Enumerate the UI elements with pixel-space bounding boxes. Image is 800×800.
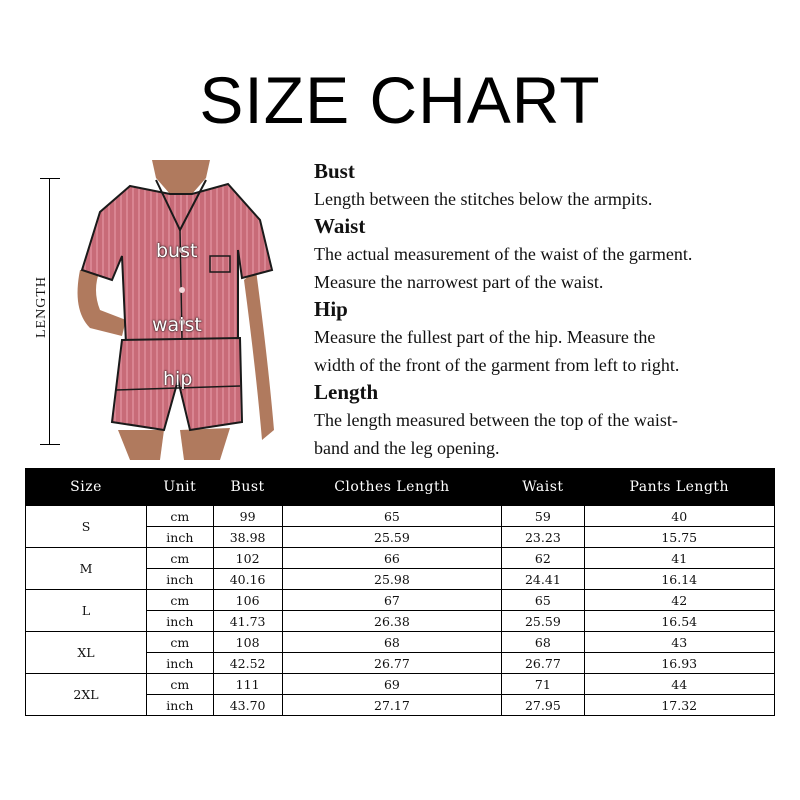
bust-cell: 108	[213, 632, 282, 653]
clothes-length-cell: 26.38	[282, 611, 502, 632]
pajama-model-illustration	[60, 160, 300, 460]
waist-cell: 23.23	[502, 527, 584, 548]
hip-description	[314, 296, 794, 379]
waist-label: waist	[152, 314, 202, 336]
waist-cell: 59	[502, 506, 584, 527]
unit-cell: inch	[147, 527, 214, 548]
bust-cell: 99	[213, 506, 282, 527]
clothes-length-cell: 67	[282, 590, 502, 611]
bust-cell: 102	[213, 548, 282, 569]
pants-length-cell: 17.32	[584, 695, 775, 716]
pants-length-cell: 15.75	[584, 527, 775, 548]
size-cell: L	[26, 590, 147, 632]
header-waist: Waist	[502, 469, 584, 506]
table-row	[26, 632, 775, 653]
pants-length-cell: 16.54	[584, 611, 775, 632]
bust-cell: 40.16	[213, 569, 282, 590]
bust-cell: 42.52	[213, 653, 282, 674]
clothes-length-cell: 26.77	[282, 653, 502, 674]
hip-description-line: width of the front of the garment from left to right.	[314, 355, 680, 375]
clothes-length-cell: 68	[282, 632, 502, 653]
size-table-body	[26, 506, 775, 716]
waist-cell: 62	[502, 548, 584, 569]
length-indicator-top-cap	[40, 178, 60, 179]
waist-cell: 27.95	[502, 695, 584, 716]
clothes-length-cell: 25.98	[282, 569, 502, 590]
waist-cell: 24.41	[502, 569, 584, 590]
table-row	[26, 548, 775, 569]
table-row	[26, 506, 775, 527]
bust-description	[314, 158, 794, 213]
waist-description-line: Measure the narrowest part of the waist.	[314, 272, 604, 292]
bust-cell: 43.70	[213, 695, 282, 716]
waist-description-line: The actual measurement of the waist of the garment.	[314, 244, 693, 264]
header-unit: Unit	[147, 469, 214, 506]
size-cell: M	[26, 548, 147, 590]
clothes-length-cell: 65	[282, 506, 502, 527]
bust-cell: 111	[213, 674, 282, 695]
length-description-line: The length measured between the top of the waist-	[314, 410, 678, 430]
unit-cell: inch	[147, 611, 214, 632]
unit-cell: cm	[147, 674, 214, 695]
unit-cell: cm	[147, 548, 214, 569]
table-row	[26, 674, 775, 695]
table-row	[26, 590, 775, 611]
hip-description-line: Measure the fullest part of the hip. Measure the	[314, 327, 656, 347]
header-pants-length: Pants Length	[584, 469, 775, 506]
header-size: Size	[26, 469, 147, 506]
length-heading: Length	[314, 380, 379, 404]
bust-cell: 106	[213, 590, 282, 611]
clothes-length-cell: 66	[282, 548, 502, 569]
unit-cell: cm	[147, 506, 214, 527]
pants-length-cell: 43	[584, 632, 775, 653]
measurement-descriptions	[314, 158, 794, 462]
waist-heading: Waist	[314, 214, 366, 238]
size-table	[25, 468, 775, 716]
bust-description-line: Length between the stitches below the armpits.	[314, 189, 653, 209]
waist-cell: 65	[502, 590, 584, 611]
size-cell: S	[26, 506, 147, 548]
unit-cell: cm	[147, 590, 214, 611]
header-clothes-length: Clothes Length	[282, 469, 502, 506]
unit-cell: inch	[147, 695, 214, 716]
waist-cell: 68	[502, 632, 584, 653]
pants-length-cell: 16.14	[584, 569, 775, 590]
pants-length-cell: 40	[584, 506, 775, 527]
header-bust: Bust	[213, 469, 282, 506]
waist-cell: 26.77	[502, 653, 584, 674]
unit-cell: inch	[147, 569, 214, 590]
table-header-row	[26, 469, 775, 506]
unit-cell: cm	[147, 632, 214, 653]
clothes-length-cell: 25.59	[282, 527, 502, 548]
size-cell: XL	[26, 632, 147, 674]
length-description-line: band and the leg opening.	[314, 438, 500, 458]
length-indicator-bottom-cap	[40, 444, 60, 445]
pants-length-cell: 42	[584, 590, 775, 611]
size-cell: 2XL	[26, 674, 147, 716]
bust-heading: Bust	[314, 159, 355, 183]
hip-label: hip	[163, 368, 193, 390]
pants-length-cell: 16.93	[584, 653, 775, 674]
page-title: SIZE CHART	[199, 63, 601, 137]
bust-cell: 41.73	[213, 611, 282, 632]
waist-cell: 71	[502, 674, 584, 695]
pants-length-cell: 41	[584, 548, 775, 569]
hip-heading: Hip	[314, 297, 348, 321]
unit-cell: inch	[147, 653, 214, 674]
clothes-length-cell: 27.17	[282, 695, 502, 716]
bust-cell: 38.98	[213, 527, 282, 548]
waist-description	[314, 213, 794, 296]
pants-length-cell: 44	[584, 674, 775, 695]
clothes-length-cell: 69	[282, 674, 502, 695]
length-label: LENGTH	[34, 276, 49, 338]
length-description	[314, 379, 794, 462]
waist-cell: 25.59	[502, 611, 584, 632]
bust-label: bust	[156, 240, 198, 262]
